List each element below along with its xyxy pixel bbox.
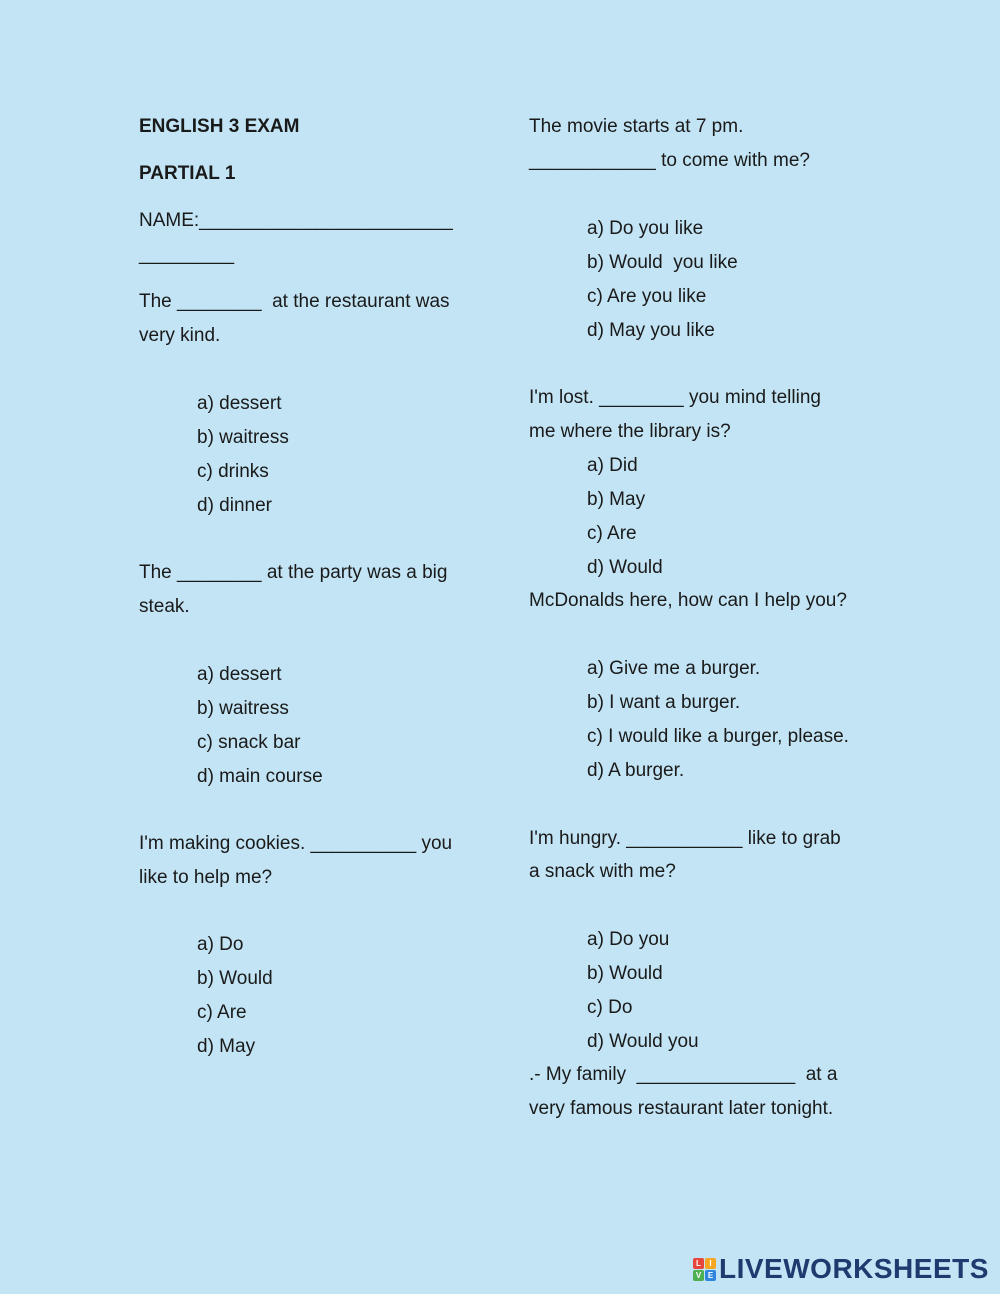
exam-title: ENGLISH 3 EXAM (139, 116, 300, 137)
question-3-option-d[interactable]: d) May (197, 1036, 256, 1057)
question-4-option-b[interactable]: b) Would you like (587, 252, 738, 273)
question-2-text-continued: steak. (139, 596, 190, 617)
name-field-continued[interactable]: _________ (139, 244, 235, 265)
brand-name: LIVEWORKSHEETS (719, 1253, 989, 1284)
question-2-option-a[interactable]: a) dessert (197, 664, 282, 685)
logo-letter-e: E (705, 1270, 716, 1281)
question-2-option-c[interactable]: c) snack bar (197, 732, 301, 753)
question-5-text-continued: me where the library is? (529, 421, 731, 442)
question-2-text: The ________ at the party was a big (139, 562, 448, 583)
exam-subtitle: PARTIAL 1 (139, 163, 236, 184)
question-2-option-d[interactable]: d) main course (197, 766, 323, 787)
question-4-text-continued: ____________ to come with me? (529, 150, 810, 171)
question-5-option-d[interactable]: d) Would (587, 557, 663, 578)
question-3-option-c[interactable]: c) Are (197, 1002, 247, 1023)
question-3-option-a[interactable]: a) Do (197, 934, 244, 955)
question-1-option-d[interactable]: d) dinner (197, 495, 272, 516)
question-6-option-b[interactable]: b) I want a burger. (587, 692, 741, 713)
question-1-option-a[interactable]: a) dessert (197, 393, 282, 414)
question-7-option-a[interactable]: a) Do you (587, 929, 670, 950)
question-8-text-continued: very famous restaurant later tonight. (529, 1098, 834, 1119)
question-1-text: The ________ at the restaurant was (139, 291, 450, 312)
question-7-option-c[interactable]: c) Do (587, 997, 633, 1018)
question-1-option-b[interactable]: b) waitress (197, 427, 289, 448)
question-5-text: I'm lost. ________ you mind telling (529, 387, 821, 408)
question-3-text: I'm making cookies. __________ you (139, 833, 453, 854)
question-8-text: .- My family _______________ at a (529, 1064, 838, 1085)
question-4-text: The movie starts at 7 pm. (529, 116, 744, 137)
question-6-text: McDonalds here, how can I help you? (529, 590, 847, 611)
logo-letter-v: V (693, 1270, 704, 1281)
question-3-text-continued: like to help me? (139, 867, 273, 888)
question-7-text: I'm hungry. ___________ like to grab (529, 828, 841, 849)
question-2-option-b[interactable]: b) waitress (197, 698, 289, 719)
question-1-text-continued: very kind. (139, 325, 221, 346)
question-4-option-a[interactable]: a) Do you like (587, 218, 704, 239)
question-7-option-b[interactable]: b) Would (587, 963, 663, 984)
question-4-option-c[interactable]: c) Are you like (587, 286, 707, 307)
question-6-option-a[interactable]: a) Give me a burger. (587, 658, 761, 679)
name-field[interactable]: NAME:________________________ (139, 210, 453, 231)
question-7-option-d[interactable]: d) Would you (587, 1031, 699, 1052)
question-3-option-b[interactable]: b) Would (197, 968, 273, 989)
question-5-option-c[interactable]: c) Are (587, 523, 637, 544)
live-icon (693, 1258, 716, 1281)
question-7-text-continued: a snack with me? (529, 861, 676, 882)
question-5-option-b[interactable]: b) May (587, 489, 646, 510)
logo-letter-i: I (705, 1258, 716, 1269)
question-6-option-c[interactable]: c) I would like a burger, please. (587, 726, 849, 747)
question-1-option-c[interactable]: c) drinks (197, 461, 269, 482)
question-5-option-a[interactable]: a) Did (587, 455, 638, 476)
question-4-option-d[interactable]: d) May you like (587, 320, 715, 341)
logo-letter-l: L (693, 1258, 704, 1269)
liveworksheets-logo[interactable] (693, 1254, 989, 1284)
question-6-option-d[interactable]: d) A burger. (587, 760, 685, 781)
